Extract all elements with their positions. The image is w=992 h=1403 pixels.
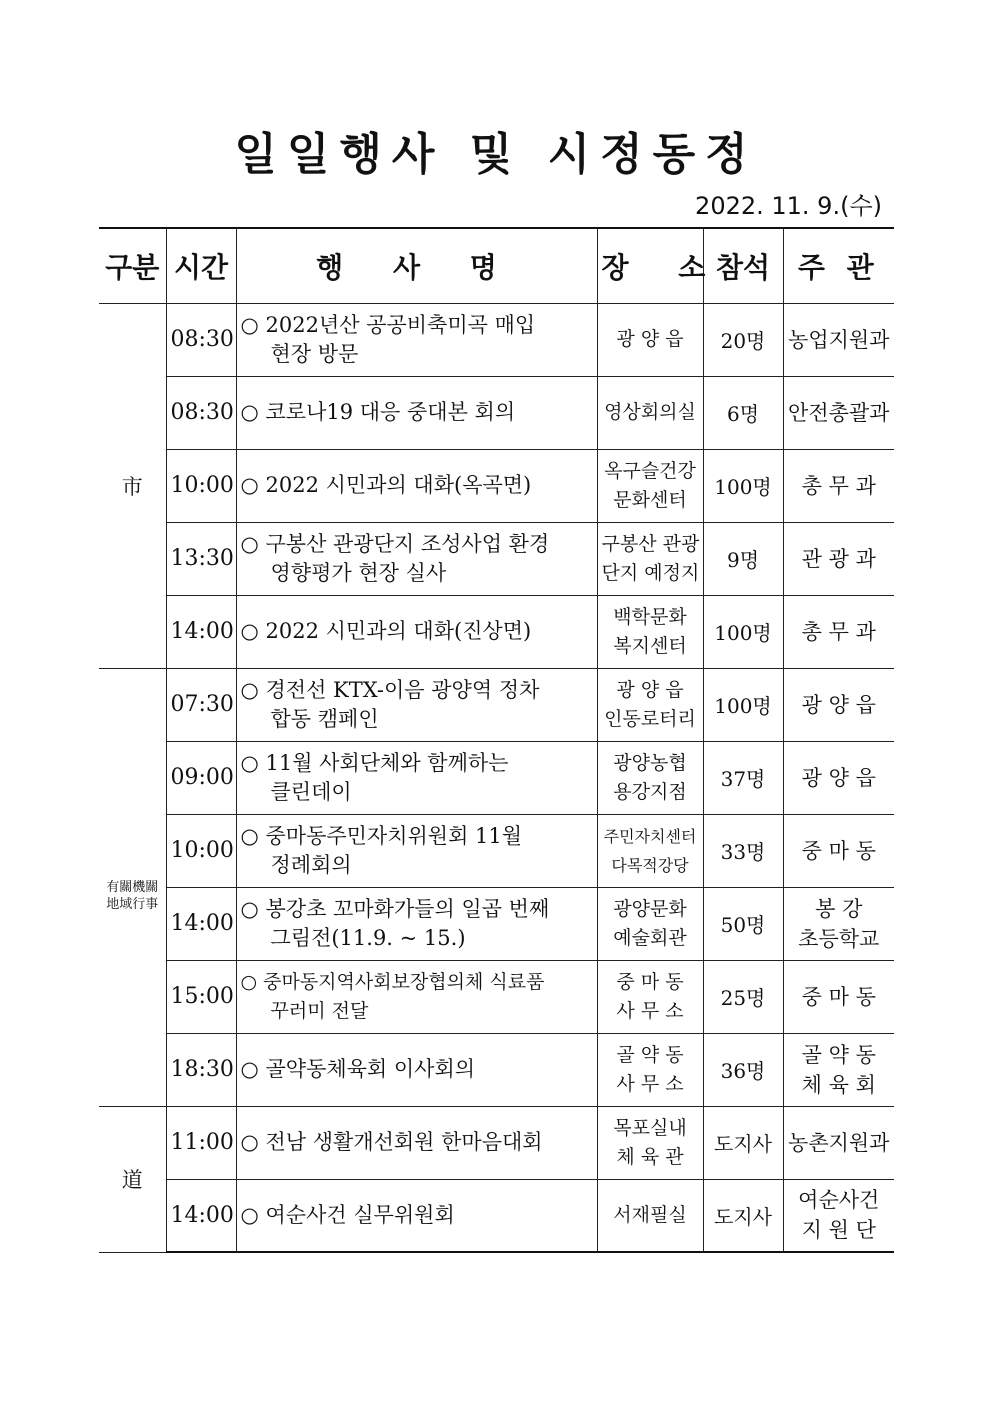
event-line: ○ 11월 사회단체와 함께하는 xyxy=(240,750,509,775)
event-line: ○ 코로나19 대응 중대본 회의 xyxy=(240,400,516,424)
row-host xyxy=(783,1106,894,1179)
row-place xyxy=(597,741,703,814)
row-place xyxy=(597,449,703,522)
host-line: 지 원 단 xyxy=(801,1218,876,1243)
table-row xyxy=(99,522,894,595)
row-event xyxy=(236,1106,597,1179)
row-host xyxy=(783,1179,894,1252)
category-related-agencies xyxy=(99,668,166,1106)
row-host xyxy=(783,303,894,376)
row-time: 15:00 xyxy=(166,960,236,1033)
host-line: 광 양 읍 xyxy=(801,765,876,790)
host-line: 총 무 과 xyxy=(801,473,876,498)
row-attendees: 25명 xyxy=(703,960,783,1033)
row-host xyxy=(783,668,894,741)
event-line: 정례회의 xyxy=(270,852,352,877)
host-line: 관 광 과 xyxy=(801,546,876,571)
row-place xyxy=(597,814,703,887)
row-place xyxy=(597,595,703,668)
table-row xyxy=(99,960,894,1033)
place-line: 광 양 읍 xyxy=(616,328,684,350)
row-attendees: 37명 xyxy=(703,741,783,814)
row-event xyxy=(236,376,597,449)
place-line: 광양농협 xyxy=(613,751,687,774)
place-line: 구봉산 관광 xyxy=(601,532,700,555)
place-line: 목포실내 xyxy=(613,1116,687,1139)
place-line: 중 마 동 xyxy=(616,970,684,993)
place-line: 영상회의실 xyxy=(604,401,696,423)
header-attendees: 참석 xyxy=(703,228,783,303)
row-time: 09:00 xyxy=(166,741,236,814)
table-row xyxy=(99,376,894,449)
category-province: 道 xyxy=(99,1106,166,1252)
row-place xyxy=(597,1179,703,1252)
place-line: 옥구슬건강 xyxy=(604,459,696,482)
host-line: 중 마 동 xyxy=(801,984,876,1009)
table-row xyxy=(99,595,894,668)
row-time: 18:30 xyxy=(166,1033,236,1106)
place-line: 사 무 소 xyxy=(616,999,684,1022)
host-line: 여순사건 xyxy=(798,1188,880,1213)
row-event xyxy=(236,741,597,814)
row-event xyxy=(236,814,597,887)
event-line: 그림전(11.9. ~ 15.) xyxy=(270,925,466,950)
row-time: 10:00 xyxy=(166,814,236,887)
row-event xyxy=(236,1033,597,1106)
table-header-row xyxy=(99,228,894,303)
event-line: ○ 2022 시민과의 대화(옥곡면) xyxy=(240,473,532,497)
category-line: 地域行事 xyxy=(106,897,159,912)
place-line: 단지 예정지 xyxy=(601,561,700,584)
event-line: 클린데이 xyxy=(270,779,352,804)
place-line: 다목적강당 xyxy=(611,855,689,875)
table-row xyxy=(99,1179,894,1252)
row-time: 14:00 xyxy=(166,595,236,668)
table-row xyxy=(99,1106,894,1179)
table-row xyxy=(99,887,894,960)
place-line: 복지센터 xyxy=(613,634,687,657)
row-place xyxy=(597,960,703,1033)
event-line: 꾸러미 전달 xyxy=(270,999,369,1022)
row-time: 14:00 xyxy=(166,887,236,960)
place-line: 예술회관 xyxy=(613,926,687,949)
place-line: 골 약 동 xyxy=(616,1043,684,1066)
row-time: 07:30 xyxy=(166,668,236,741)
row-event xyxy=(236,960,597,1033)
table-row xyxy=(99,1033,894,1106)
row-event xyxy=(236,449,597,522)
table-row xyxy=(99,668,894,741)
host-line: 초등학교 xyxy=(798,926,880,951)
place-line: 인동로터리 xyxy=(604,707,696,730)
host-line: 농촌지원과 xyxy=(788,1130,890,1155)
event-line: ○ 경전선 KTX-이음 광양역 정차 xyxy=(240,677,540,702)
row-attendees: 20명 xyxy=(703,303,783,376)
event-line: 합동 캠페인 xyxy=(270,706,379,731)
host-line: 봉 강 xyxy=(815,896,863,921)
event-line: 영향평가 현장 실사 xyxy=(270,560,447,585)
row-attendees: 100명 xyxy=(703,668,783,741)
place-line: 사 무 소 xyxy=(616,1072,684,1095)
host-line: 중 마 동 xyxy=(801,838,876,863)
row-attendees: 9명 xyxy=(703,522,783,595)
host-line: 농업지원과 xyxy=(788,327,890,352)
row-time: 13:30 xyxy=(166,522,236,595)
row-time: 08:30 xyxy=(166,303,236,376)
row-place xyxy=(597,887,703,960)
header-event: 행 사 명 xyxy=(236,228,597,303)
row-time: 14:00 xyxy=(166,1179,236,1252)
event-line: ○ 중마동지역사회보장협의체 식료품 xyxy=(240,970,545,993)
place-line: 문화센터 xyxy=(613,488,687,511)
row-time: 10:00 xyxy=(166,449,236,522)
row-attendees: 50명 xyxy=(703,887,783,960)
category-city: 市 xyxy=(99,303,166,668)
place-line: 용강지점 xyxy=(613,780,687,803)
event-line: ○ 2022 시민과의 대화(진상면) xyxy=(240,619,532,643)
row-attendees: 6명 xyxy=(703,376,783,449)
table-row xyxy=(99,449,894,522)
event-line: ○ 골약동체육회 이사회의 xyxy=(240,1057,476,1081)
place-line: 체 육 관 xyxy=(616,1145,684,1168)
row-event xyxy=(236,887,597,960)
row-place xyxy=(597,1106,703,1179)
row-time: 11:00 xyxy=(166,1106,236,1179)
row-place xyxy=(597,303,703,376)
event-line: ○ 여순사건 실무위원회 xyxy=(240,1202,455,1227)
row-host xyxy=(783,814,894,887)
row-attendees: 100명 xyxy=(703,595,783,668)
event-line: ○ 구봉산 관광단지 조성사업 환경 xyxy=(240,531,550,556)
host-line: 체 육 회 xyxy=(801,1072,876,1097)
row-place xyxy=(597,522,703,595)
row-event xyxy=(236,595,597,668)
page-title: 일일행사 및 시정동정 xyxy=(234,129,758,180)
header-category: 구분 xyxy=(99,228,166,303)
event-line: 현장 방문 xyxy=(270,341,359,366)
host-line: 광 양 읍 xyxy=(801,692,876,717)
table-row xyxy=(99,741,894,814)
event-line: ○ 전남 생활개선회원 한마음대회 xyxy=(240,1130,543,1154)
row-attendees: 도지사 xyxy=(703,1106,783,1179)
document-date: 2022. 11. 9.(수) xyxy=(695,192,882,220)
row-place xyxy=(597,376,703,449)
row-event xyxy=(236,522,597,595)
row-attendees: 36명 xyxy=(703,1033,783,1106)
row-host xyxy=(783,1033,894,1106)
row-place xyxy=(597,668,703,741)
row-host xyxy=(783,376,894,449)
row-host xyxy=(783,887,894,960)
place-line: 서재필실 xyxy=(613,1203,687,1226)
header-place: 장 소 xyxy=(597,228,703,303)
event-line: ○ 2022년산 공공비축미곡 매입 xyxy=(240,312,536,337)
event-line: ○ 중마동주민자치위원회 11월 xyxy=(240,823,523,848)
row-attendees: 100명 xyxy=(703,449,783,522)
row-attendees: 도지사 xyxy=(703,1179,783,1252)
category-line: 有關機關 xyxy=(106,880,159,895)
schedule-table xyxy=(99,227,894,1253)
host-line: 총 무 과 xyxy=(801,619,876,644)
table-row xyxy=(99,303,894,376)
row-place xyxy=(597,1033,703,1106)
row-attendees: 33명 xyxy=(703,814,783,887)
place-line: 광양문화 xyxy=(613,897,687,920)
row-host xyxy=(783,449,894,522)
host-line: 안전총괄과 xyxy=(788,400,890,425)
row-event xyxy=(236,1179,597,1252)
place-line: 주민자치센터 xyxy=(603,826,697,846)
event-line: ○ 봉강초 꼬마화가들의 일곱 번째 xyxy=(240,896,550,921)
row-event xyxy=(236,303,597,376)
row-host xyxy=(783,741,894,814)
header-host: 주 관 xyxy=(783,228,894,303)
host-line: 골 약 동 xyxy=(801,1042,876,1067)
header-time: 시간 xyxy=(166,228,236,303)
row-time: 08:30 xyxy=(166,376,236,449)
row-host xyxy=(783,522,894,595)
place-line: 백학문화 xyxy=(613,605,687,628)
row-event xyxy=(236,668,597,741)
place-line: 광 양 읍 xyxy=(616,678,684,701)
row-host xyxy=(783,595,894,668)
row-host xyxy=(783,960,894,1033)
table-row xyxy=(99,814,894,887)
